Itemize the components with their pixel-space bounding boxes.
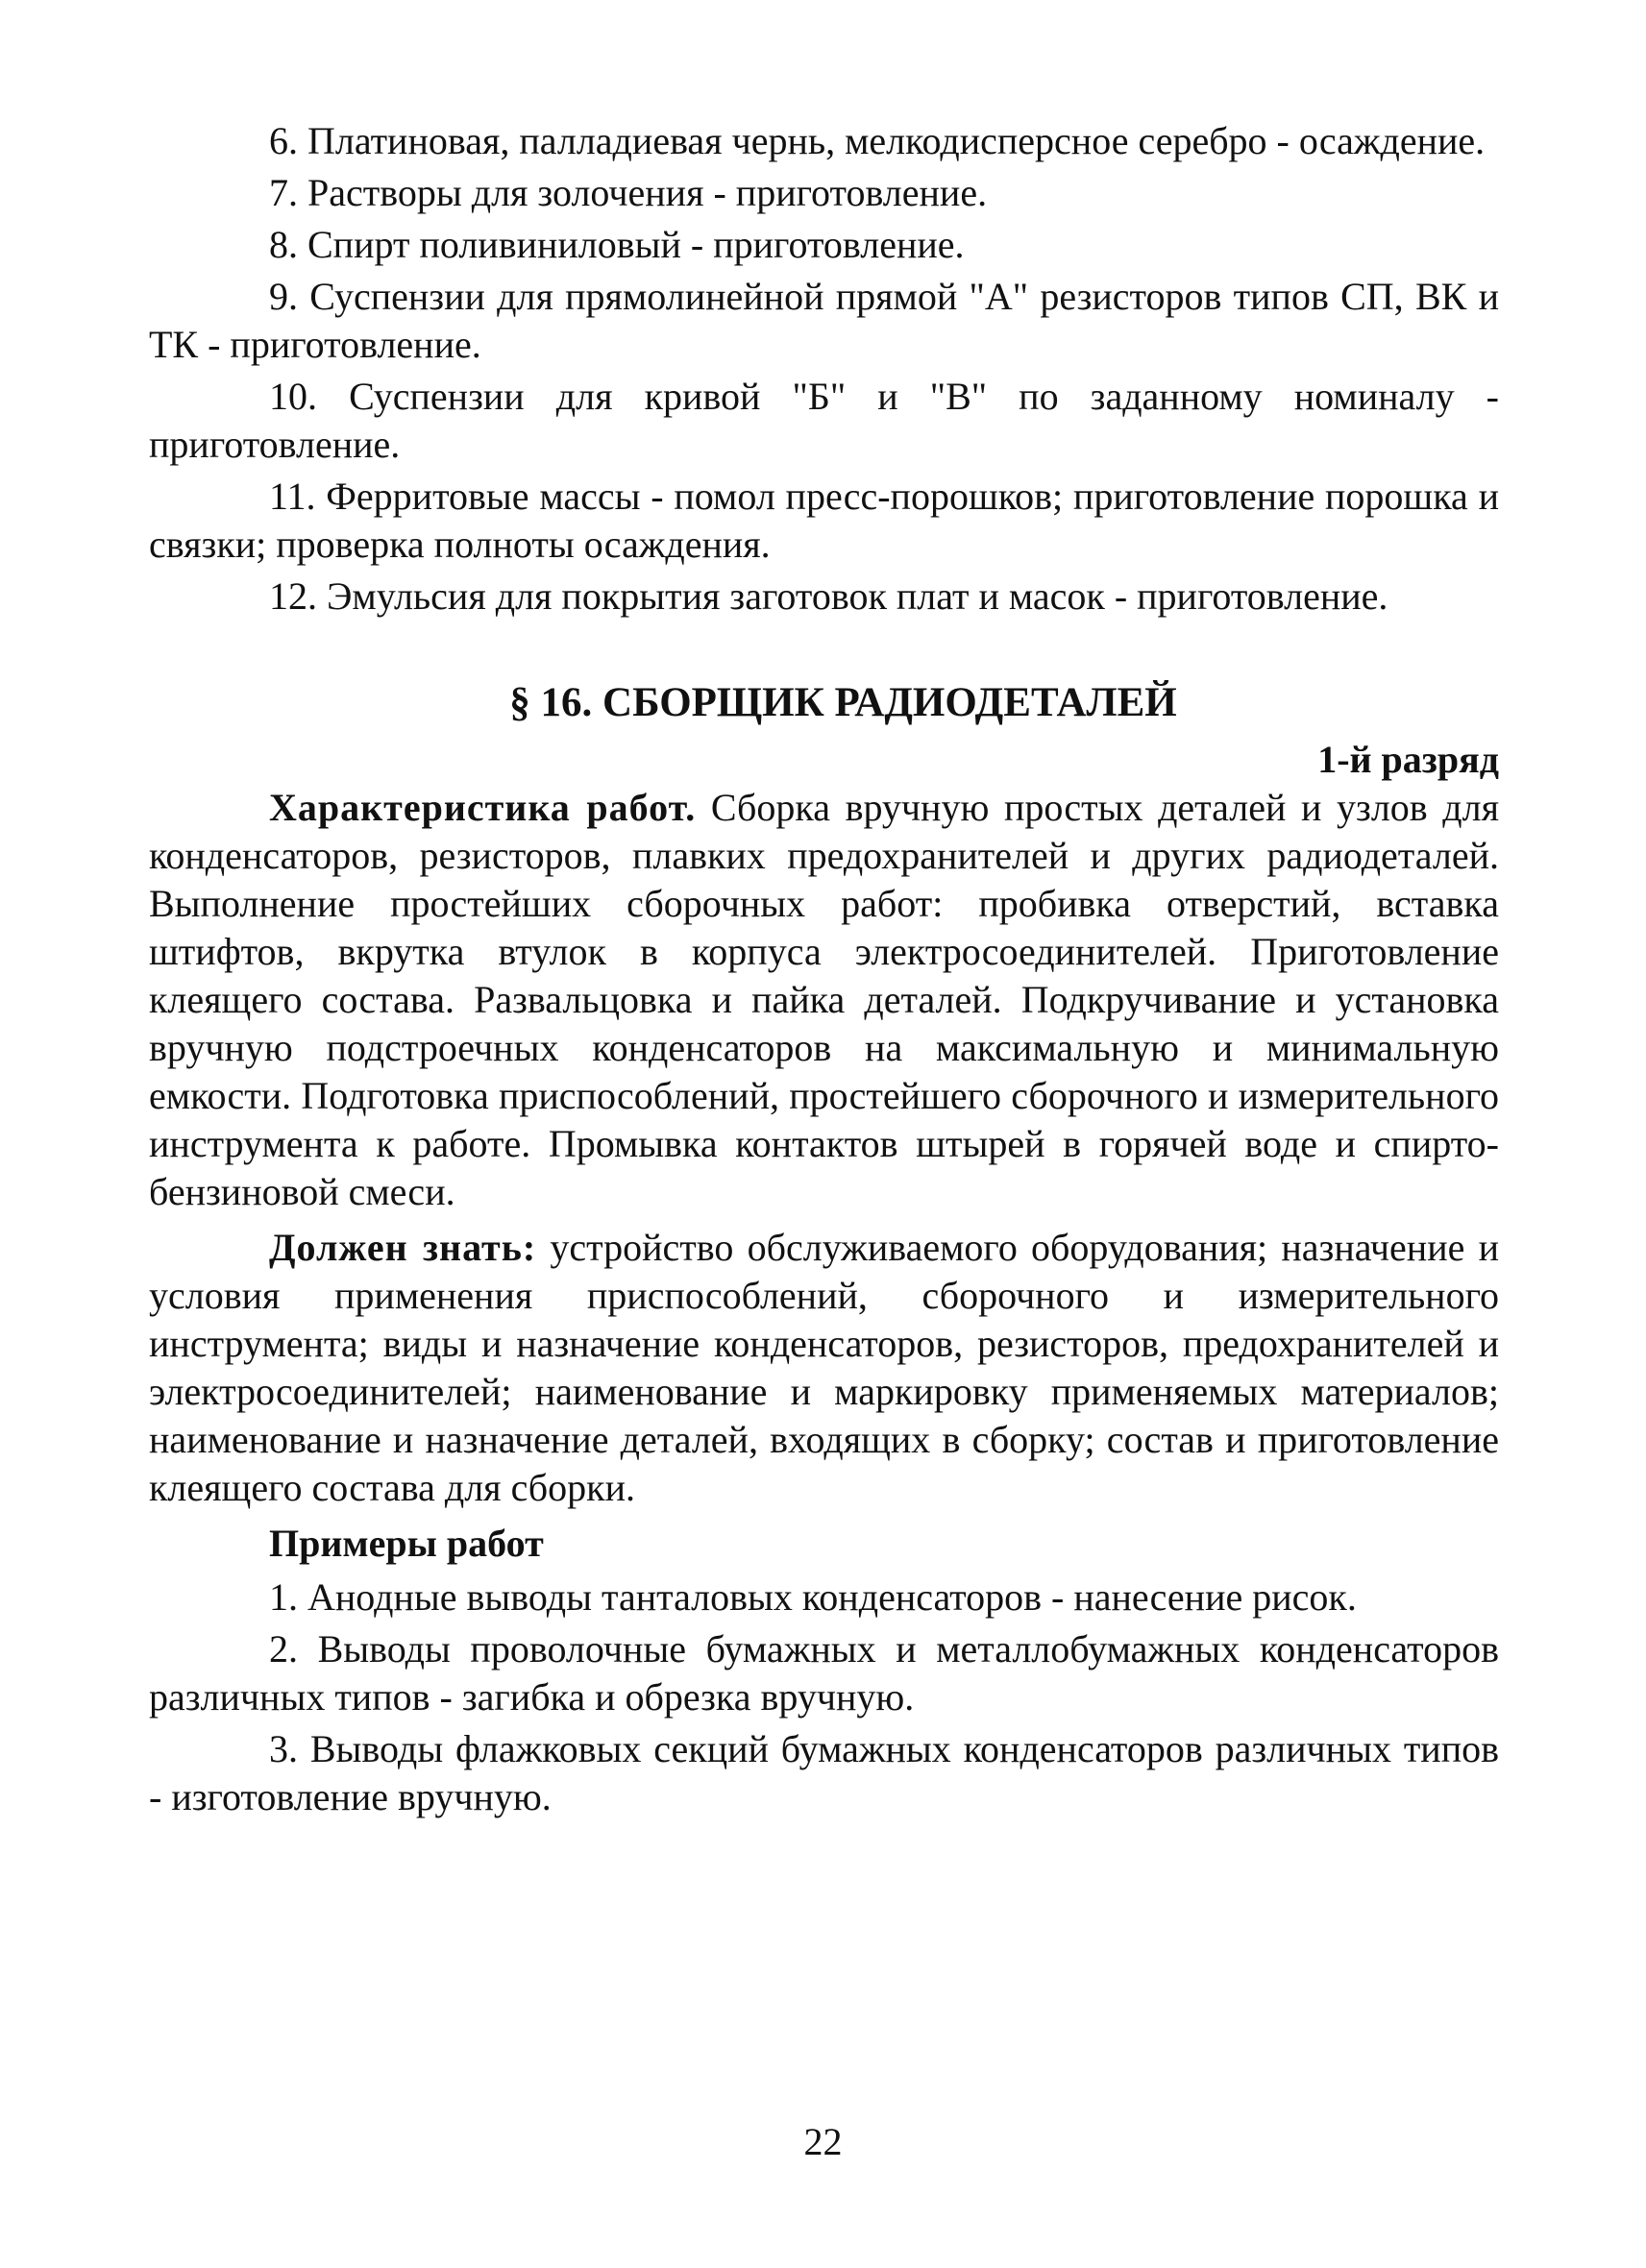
grade-label: 1-й разряд [1317, 738, 1499, 781]
list-item: 6. Платиновая, палладиевая чернь, мелкодисперсное серебро - осаждение. [269, 119, 1486, 162]
examples-list [149, 1573, 1499, 1821]
example-item: 1. Анодные выводы танталовых конденсаторов - нанесение рисок. [269, 1575, 1357, 1619]
top-list [149, 117, 1499, 621]
page-number: 22 [803, 2120, 843, 2163]
characteristics-paragraph [149, 784, 1499, 1216]
characteristics-text: Сборка вручную простых деталей и узлов для конденсаторов, резисторов, плавких предохранителей и других радиодеталей. Выполнение простейших сборочных работ: пробивка отверстий, вставка штифтов, вкрутка втулок в корпуса электросоединителей. Приготовление клеящего состава. Развальцовка и пайка деталей. Подкручивание и установка вручную подстроечных конденсаторов на максимальную и минимальную емкости. Подготовка приспособлений, простейшего сборочного и измерительного инструмента к работе. Промывка контактов штырей в горячей воде и спирто-бензиновой смеси. [149, 786, 1499, 1213]
list-item: 7. Растворы для золочения - приготовление. [269, 171, 988, 214]
list-item: 10. Суспензии для кривой "Б" и "В" по заданному номиналу - приготовление. [149, 375, 1499, 466]
example-item: 2. Выводы проволочные бумажных и металлобумажных конденсаторов различных типов - загибка и обрезка вручную. [149, 1627, 1499, 1719]
example-item: 3. Выводы флажковых секций бумажных конденсаторов различных типов - изготовление вручную. [149, 1727, 1499, 1818]
list-item: 12. Эмульсия для покрытия заготовок плат и масок - приготовление. [269, 574, 1388, 618]
list-item: 11. Ферритовые массы - помол пресс-порошков; приготовление порошка и связки; проверка полноты осаждения. [149, 475, 1499, 566]
knowledge-paragraph [149, 1224, 1499, 1512]
list-item: 9. Суспензии для прямолинейной прямой "А" резисторов типов СП, ВК и ТК - приготовление. [149, 275, 1499, 366]
document-page [149, 117, 1499, 1825]
characteristics-label: Характеристика работ. [269, 786, 697, 829]
knowledge-label: Должен знать: [269, 1226, 537, 1269]
section-title: § 16. СБОРЩИК РАДИОДЕТАЛЕЙ [509, 680, 1177, 725]
examples-heading: Примеры работ [269, 1522, 544, 1565]
list-item: 8. Спирт поливиниловый - приготовление. [269, 223, 965, 266]
knowledge-text: устройство обслуживаемого оборудования; назначение и условия применения приспособлений, сборочного и измерительного инструмента; виды и назначение конденсаторов, резисторов, предохранителей и электросоединителей; наименование и маркировку применяемых материалов; наименование и назначение деталей, входящих в сборку; состав и приготовление клеящего состава для сборки. [149, 1226, 1500, 1509]
